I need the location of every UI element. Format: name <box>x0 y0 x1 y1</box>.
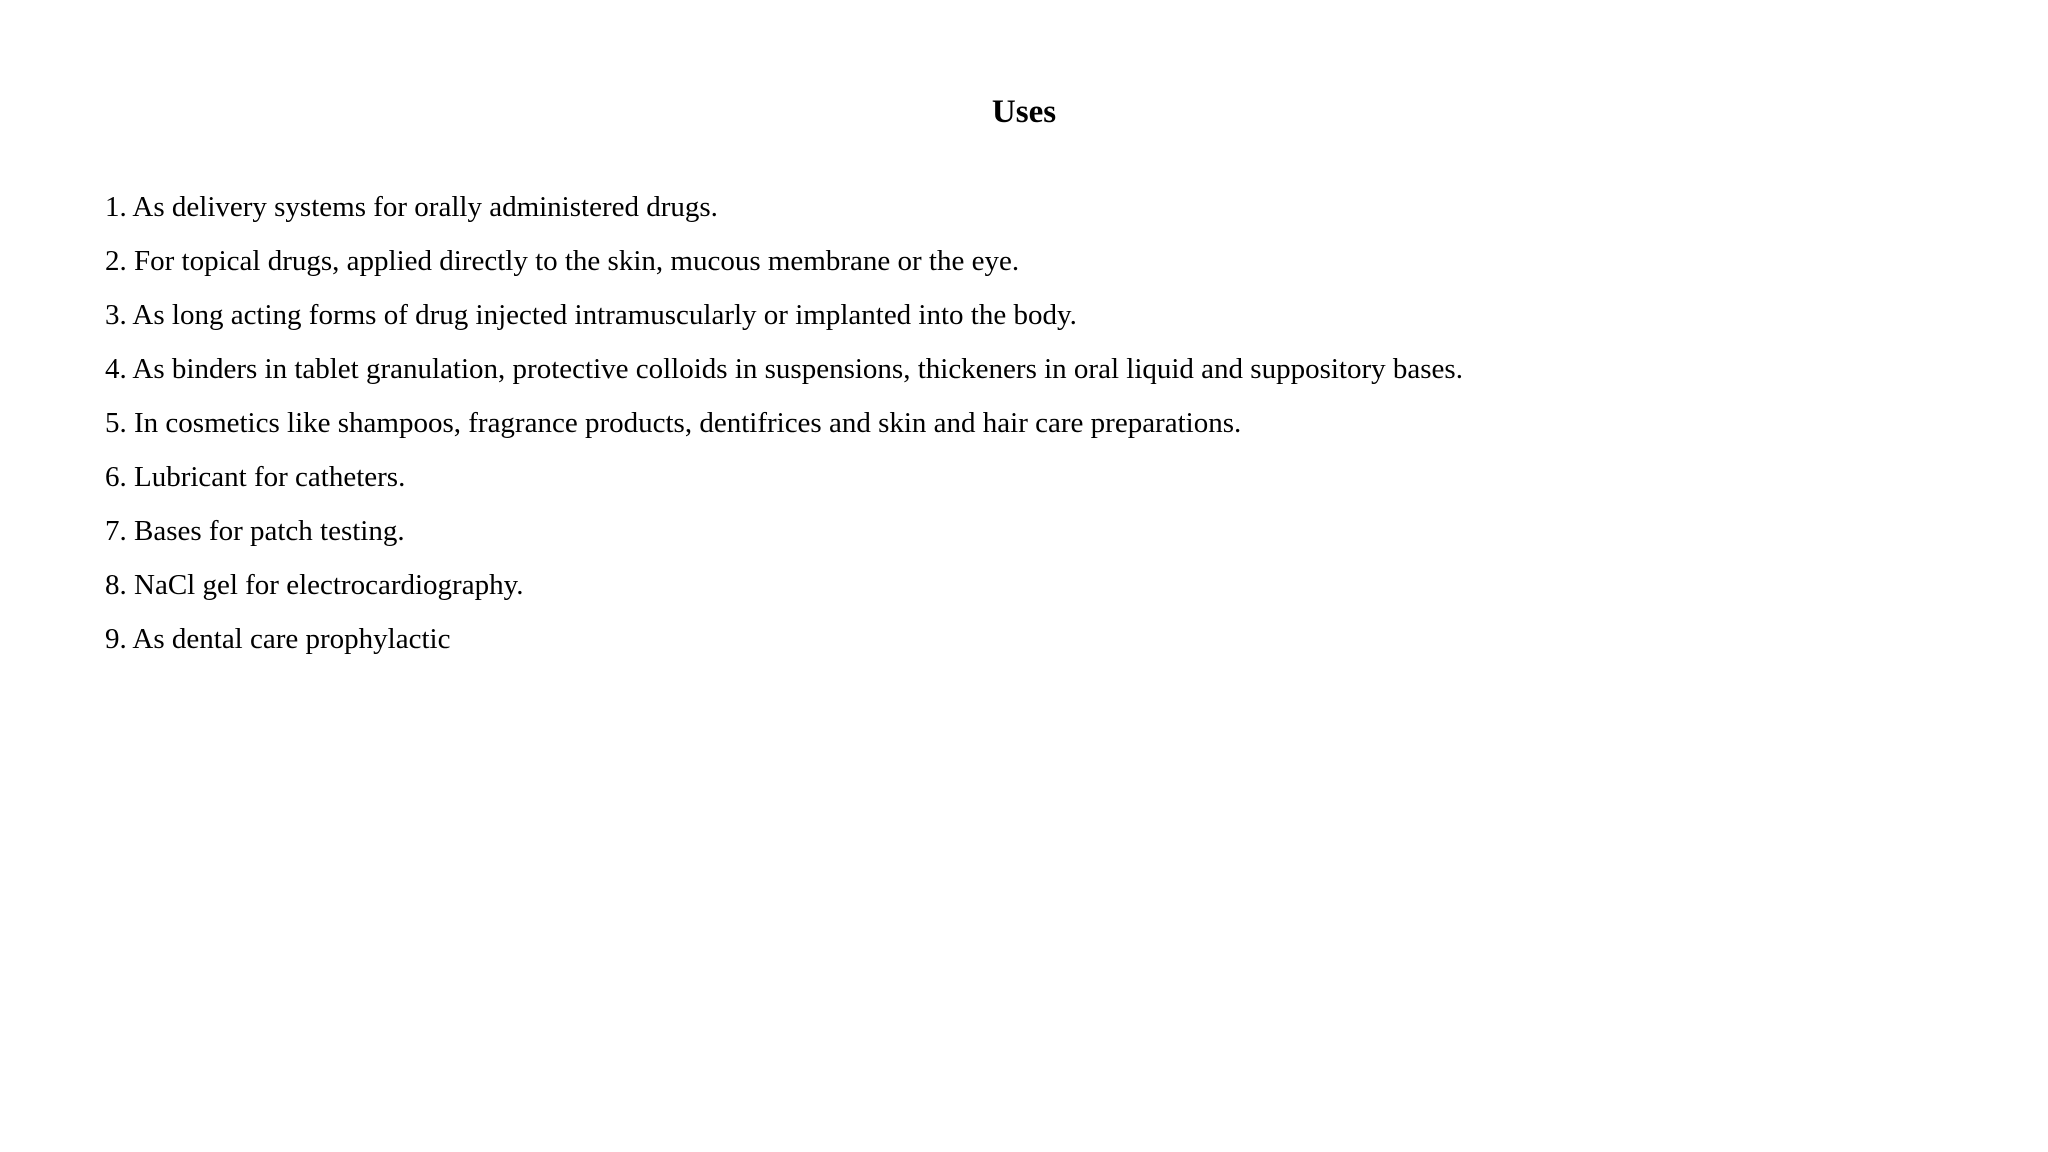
list-item <box>105 342 1985 396</box>
list-item <box>105 234 1985 288</box>
list-item-number: 3. <box>105 299 127 331</box>
list-item-number: 6. <box>105 461 127 493</box>
list-item-text: For topical drugs, applied directly to the skin, mucous membrane or the eye. <box>134 245 1020 277</box>
list-item-text: As dental care prophylactic <box>132 623 451 655</box>
list-item <box>105 180 1985 234</box>
list-item-number: 8. <box>105 569 127 601</box>
list-item <box>105 396 1985 450</box>
uses-list <box>105 180 1985 666</box>
list-item-number: 4. <box>105 353 127 385</box>
list-item-text: As delivery systems for orally administered drugs. <box>132 191 718 223</box>
list-item <box>105 612 1985 666</box>
list-item-number: 5. <box>105 407 127 439</box>
list-item <box>105 504 1985 558</box>
list-item-text: NaCl gel for electrocardiography. <box>134 569 524 601</box>
page-title: Uses <box>991 94 1057 130</box>
list-item-number: 2. <box>105 245 127 277</box>
list-item <box>105 450 1985 504</box>
list-item <box>105 558 1985 612</box>
list-item-text: Bases for patch testing. <box>134 515 405 547</box>
list-item-text: As binders in tablet granulation, protective colloids in suspensions, thickeners in oral liquid and suppository bases. <box>132 353 1463 385</box>
list-item-number: 1. <box>105 191 127 223</box>
list-item-text: In cosmetics like shampoos, fragrance products, dentifrices and skin and hair care preparations. <box>134 407 1242 439</box>
list-item-number: 7. <box>105 515 127 547</box>
list-item-text: Lubricant for catheters. <box>134 461 406 493</box>
list-item-text: As long acting forms of drug injected intramuscularly or implanted into the body. <box>132 299 1077 331</box>
list-item-number: 9. <box>105 623 127 655</box>
list-item <box>105 288 1985 342</box>
